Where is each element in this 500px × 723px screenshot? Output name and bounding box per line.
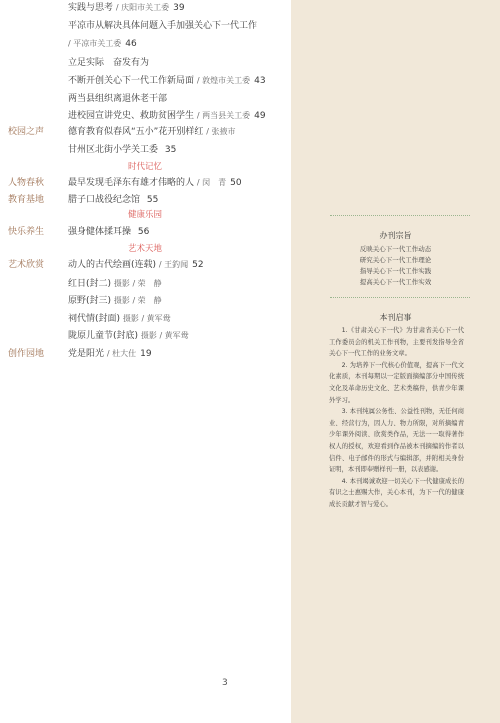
toc-section-heading: 时代记忆 bbox=[127, 162, 162, 172]
toc-section-heading: 健康乐园 bbox=[127, 210, 162, 220]
toc-entry-author: / 王釣闻 bbox=[158, 260, 189, 269]
toc-entry bbox=[68, 175, 242, 191]
toc-entry-page: 56 bbox=[137, 227, 150, 237]
toc-entry bbox=[68, 18, 261, 34]
toc-entry-title: 进校园宣讲党史、救助贫困学生 bbox=[68, 111, 195, 121]
toc-entry bbox=[68, 276, 166, 292]
toc-entry-title: 不断开创关心下一代工作新局面 bbox=[68, 76, 195, 86]
toc-entry-title: 党是阳光 bbox=[68, 349, 105, 359]
notice-para-3: 3. 本刊纯属公务性、公益性刊物，无任何商业、经营行为，因人力、物力所限，对所摘编青少年课外阅读、欣赏类作品，无法一一取得著作权人的授权，欢迎看到作品被本刊摘编的作者以信件、电子邮件的形式与编辑部，并附相关身份证明，本刊即奉赠样刊一册，以表感谢。 bbox=[329, 408, 464, 474]
toc-entry-title: 强身健体揉耳操 bbox=[68, 227, 132, 237]
toc-row bbox=[0, 293, 290, 309]
aims-title: 办刊宗旨 bbox=[379, 231, 412, 240]
toc-entry-title: 腊子口战役纪念馆 bbox=[68, 195, 141, 205]
toc-entry-title: 红日(封二) bbox=[68, 279, 112, 289]
toc-entry-title: 立足实际 奋发有为 bbox=[68, 58, 150, 68]
toc-row bbox=[0, 0, 290, 16]
notice-para-1: 1.《甘肃关心下一代》为甘肃省关心下一代工作委员会的机关工作刊物，主要刊发指导全省关心下一代工作的业务文章。 bbox=[329, 327, 464, 358]
toc-row bbox=[0, 311, 290, 327]
notice-para-4: 4. 本刊竭诚欢迎一切关心下一代健康成长的有识之士惠赐大作，关心本刊，为下一代的健康成长贡献才智与爱心。 bbox=[329, 477, 464, 508]
toc-entry-page: 55 bbox=[146, 195, 159, 205]
toc-row bbox=[0, 328, 290, 344]
toc-row bbox=[0, 36, 290, 52]
toc-category: 艺术欣赏 bbox=[8, 260, 45, 270]
toc-entry-title: 实践与思考 bbox=[68, 3, 114, 13]
toc-entry bbox=[68, 293, 166, 309]
toc-entry bbox=[68, 224, 149, 240]
toc-entry-author: 摄影 / 黄军鸯 bbox=[140, 331, 189, 340]
toc-row bbox=[0, 108, 290, 124]
toc-entry bbox=[68, 328, 193, 344]
toc-entry bbox=[68, 91, 171, 107]
toc-entry-title: 原野(封三) bbox=[68, 296, 112, 306]
toc-row bbox=[0, 91, 290, 107]
toc-entry-title: 祠代情(封面) bbox=[68, 314, 121, 324]
toc-row bbox=[0, 55, 290, 71]
toc-entry-author: / 两当县关工委 bbox=[196, 111, 251, 120]
toc-entry-author: 摄影 / 荣 静 bbox=[113, 279, 162, 288]
toc-row bbox=[0, 18, 290, 34]
toc-section-heading: 艺术天地 bbox=[127, 244, 162, 254]
toc-entry-author: / 闵 青 bbox=[196, 178, 227, 187]
toc-entry-title: 平凉市从解决具体问题入手加强关心下一代工作 bbox=[68, 21, 258, 31]
toc-row bbox=[0, 257, 290, 273]
notice-title: 本刊启事 bbox=[379, 313, 412, 322]
toc-row bbox=[0, 73, 290, 89]
toc-entry-page: 39 bbox=[173, 3, 185, 13]
toc-entry-author: / 张掖市 bbox=[206, 127, 236, 136]
aims-line-3: 指导关心下一代工作实践 bbox=[359, 267, 432, 275]
toc-entry-author: 摄影 / 荣 静 bbox=[113, 296, 162, 305]
toc-entry-author: / 庆阳市关工委 bbox=[115, 3, 170, 12]
toc-entry bbox=[68, 55, 153, 71]
toc-entry bbox=[68, 346, 152, 362]
toc-category: 创作园地 bbox=[8, 349, 45, 359]
page-number: 3 bbox=[222, 678, 228, 688]
toc-entry-title: 动人的古代绘画(连载) bbox=[68, 260, 157, 270]
toc-entry-page: 52 bbox=[192, 260, 204, 270]
toc-row bbox=[0, 124, 290, 140]
toc-entry-author: / 平凉市关工委 bbox=[68, 39, 122, 48]
toc-row bbox=[0, 346, 290, 362]
toc-row bbox=[0, 224, 290, 240]
toc-entry-page: 19 bbox=[140, 349, 152, 359]
toc-entry bbox=[68, 311, 175, 327]
toc-row bbox=[0, 142, 290, 158]
toc-entry-title: 德育教育似春风“五小”花开别样红 bbox=[68, 127, 204, 137]
toc-entry-title: 陇原儿童节(封底) bbox=[68, 331, 139, 341]
aims-line-4: 提高关心下一代工作实效 bbox=[359, 278, 432, 286]
toc-entry bbox=[68, 73, 266, 89]
toc-entry-page: 35 bbox=[164, 145, 177, 155]
notice-para-2: 2. 为培养下一代核心价值观，提高下一代文化素质，本刊每期以一定版面摘编部分中国传统文化及革命历史文化、艺术类稿件，供青少年课外学习。 bbox=[329, 361, 464, 404]
aims-line-1: 反映关心下一代工作动态 bbox=[359, 245, 432, 253]
toc-entry-title: 最早发现毛泽东有雄才伟略的人 bbox=[68, 178, 195, 188]
toc-entry-page: 46 bbox=[125, 39, 137, 49]
toc-entry bbox=[68, 36, 137, 52]
toc-row bbox=[0, 276, 290, 292]
toc-category: 人物春秋 bbox=[8, 178, 45, 188]
toc-entry bbox=[68, 257, 204, 273]
toc-category: 教育基地 bbox=[8, 195, 45, 205]
toc-entry-page: 43 bbox=[254, 76, 266, 86]
toc-row bbox=[0, 192, 290, 208]
toc-entry bbox=[68, 192, 158, 208]
toc-category: 校园之声 bbox=[8, 127, 45, 137]
toc-entry bbox=[68, 0, 185, 16]
notice-body bbox=[329, 325, 464, 511]
toc-entry-page: 49 bbox=[254, 111, 266, 121]
toc-entry-author: / 敦煌市关工委 bbox=[196, 76, 251, 85]
toc-category: 快乐养生 bbox=[8, 227, 45, 237]
toc-entry-page: 50 bbox=[230, 178, 242, 188]
toc-entry-title: 甘州区北街小学关工委 bbox=[68, 145, 159, 155]
toc-row bbox=[0, 175, 290, 191]
aims-line-2: 研究关心下一代工作理论 bbox=[359, 256, 432, 264]
toc-entry bbox=[68, 124, 239, 140]
toc-entry-author: 摄影 / 黄军鸯 bbox=[122, 314, 171, 323]
toc-entry bbox=[68, 108, 266, 124]
toc-entry bbox=[68, 142, 176, 158]
dotted-divider-bottom bbox=[330, 297, 470, 298]
toc-entry-title: 两当县组织离退休老干部 bbox=[68, 94, 168, 104]
toc-entry-author: / 杜大仕 bbox=[106, 349, 137, 358]
dotted-divider-top bbox=[330, 215, 470, 216]
